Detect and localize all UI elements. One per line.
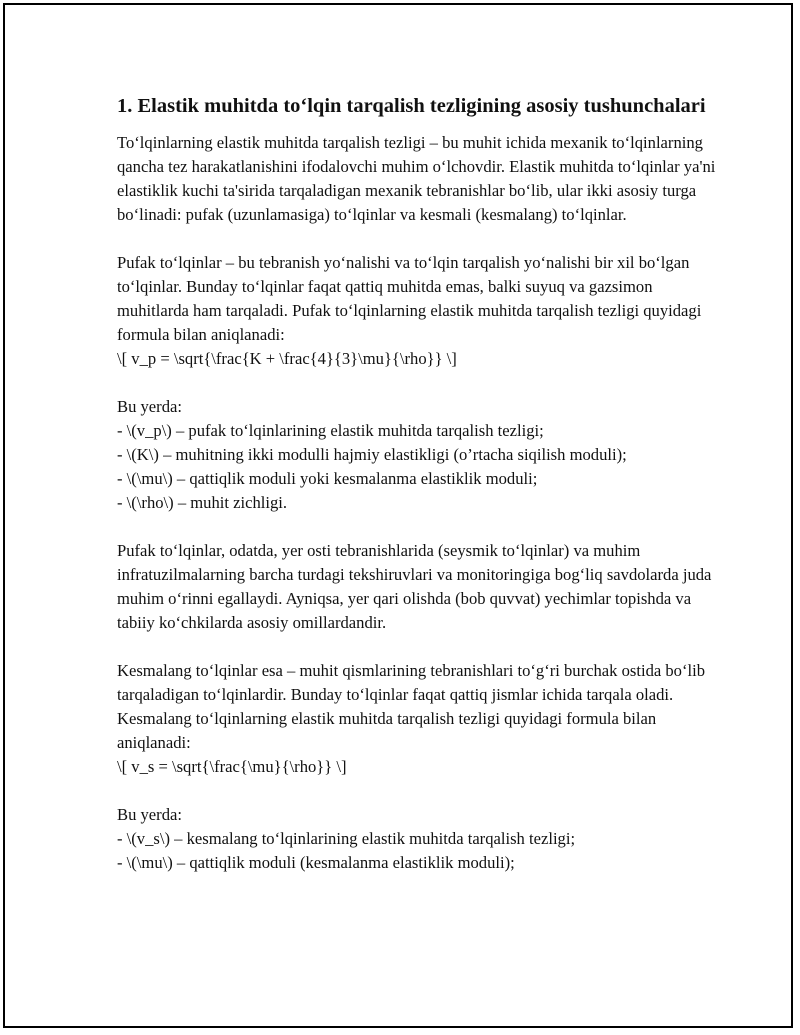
p-wave-paragraph: Pufak to‘lqinlar – bu tebranish yo‘nalishi va to‘lqin tarqalish yo‘nalishi bir xil bo‘lgan to‘lqinlar. Bunday to‘lqinlar faqat qattiq muhitda emas, balki suyuq va gazsimon muhitlarda ham tarqaladi. Pufak to‘lqinlarning elastik muhitda tarqalish tezligi quyidagi formula bilan aniqlanadi: \[ v_p = \sqrt{\frac{K + \frac{4}{3}\mu}{\rho}} \] [117,253,702,368]
s-wave-paragraph: Kesmalang to‘lqinlar esa – muhit qismlarining tebranishlari to‘g‘ri burchak ostida bo‘lib tarqaladigan to‘lqinlardir. Bunday to‘lqinlar faqat qattiq jismlar ichida tarqala oladi. Kesmalang to‘lqinlarning elastik muhitda tarqalish tezligi quyidagi formula bilan aniqlanadi: \[ v_s = \sqrt{\frac{\mu}{\rho}} \] [117,661,706,776]
section-heading: 1. Elastik muhitda to‘lqin tarqalish tezligining asosiy tushunchalari [117,95,706,117]
s-wave-variables-list: Bu yerda: - \(v_s\) – kesmalang to‘lqinlarining elastik muhitda tarqalish tezligi; - \(\mu\) – qattiqlik moduli (kesmalanma elastiklik moduli); [117,805,576,872]
p-wave-applications-paragraph: Pufak to‘lqinlar, odatda, yer osti tebranishlarida (seysmik to‘lqinlar) va muhim infratuzilmalarning barcha turdagi tekshiruvlari va monitoringiga bog‘liq savdolarda juda muhim o‘rinni egallaydi. Ayniqsa, yer qari olishda (bob quvvat) yechimlar topishda va tabiiy ko‘chkilarda asosiy omillardandir. [117,541,712,632]
p-wave-variables-list: Bu yerda: - \(v_p\) – pufak to‘lqinlarining elastik muhitda tarqalish tezligi; - \(K\) – muhitning ikki modulli hajmiy elastikligi (o’rtacha siqilish moduli); - \(\mu\) – qattiqlik moduli yoki kesmalanma elastiklik moduli; - \(\rho\) – muhit zichligi. [117,397,627,512]
document-body [117,92,717,899]
intro-paragraph: To‘lqinlarning elastik muhitda tarqalish tezligi – bu muhit ichida mexanik to‘lqinlarning qancha tez harakatlanishini ifodalovchi muhim o‘lchovdir. Elastik muhitda to‘lqinlar ya'ni elastiklik kuchi ta'sirida tarqaladigan mexanik tebranishlar bo‘lib, ular ikki asosiy turga bo‘linadi: pufak (uzunlamasiga) to‘lqinlar va kesmali (kesmalang) to‘lqinlar. [117,133,716,224]
